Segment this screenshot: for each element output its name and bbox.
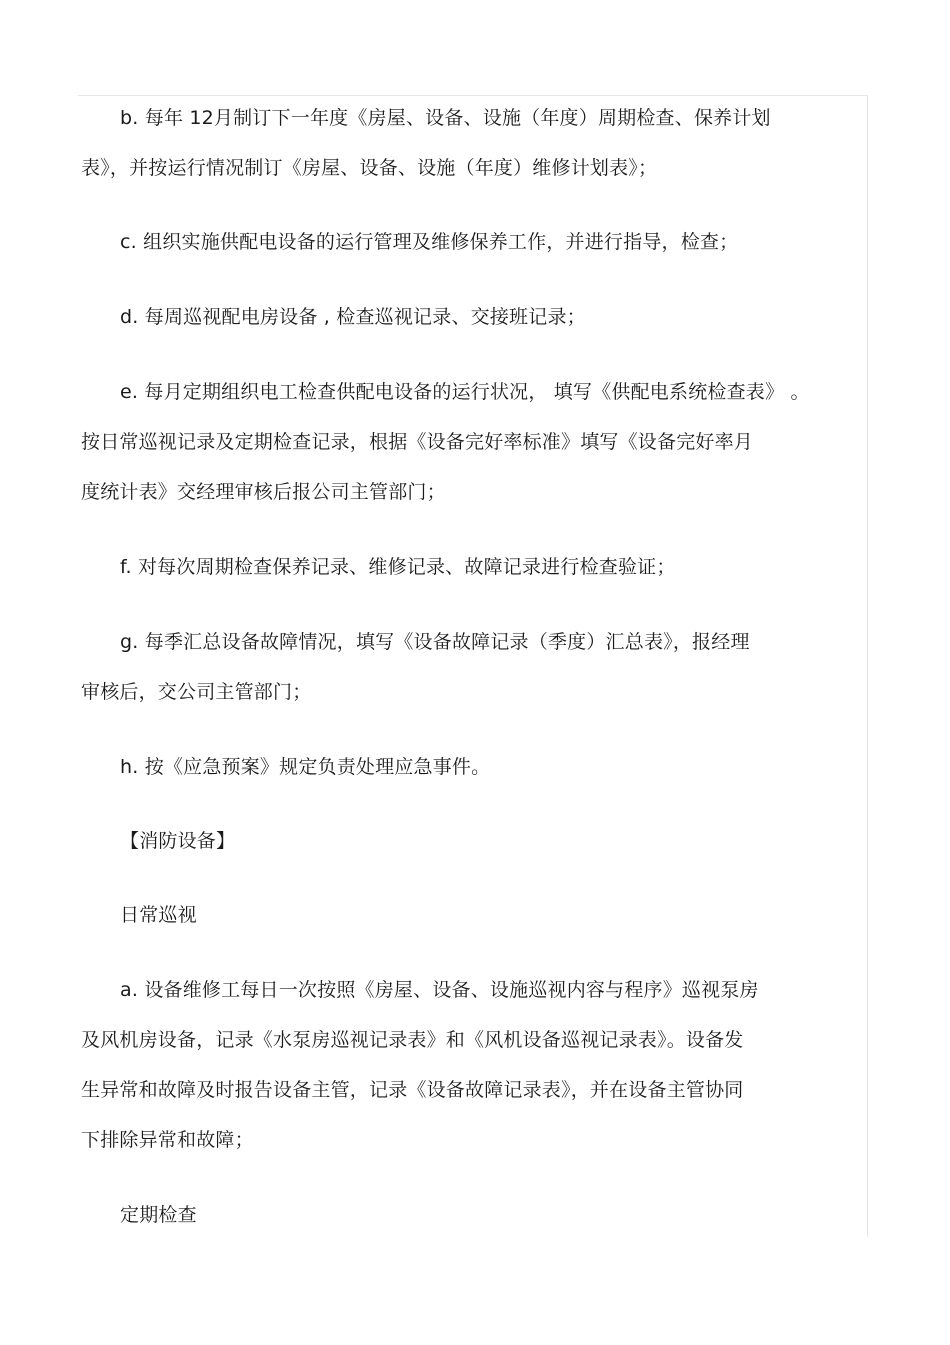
page-frame xyxy=(78,95,868,1237)
paragraph-e-line-2: 按日常巡视记录及定期检查记录，根据《设备完好率标准》填写《设备完好率月 xyxy=(81,431,754,453)
subheading-periodic-check: 定期检查 xyxy=(120,1204,197,1226)
paragraph-h: h. 按《应急预案》规定负责处理应急事件。 xyxy=(120,756,491,778)
paragraph-a-line-3: 生异常和故障及时报告设备主管，记录《设备故障记录表》，并在设备主管协同 xyxy=(81,1079,744,1101)
paragraph-g-line-1: g. 每季汇总设备故障情况，填写《设备故障记录（季度）汇总表》，报经理 xyxy=(120,631,750,653)
paragraph-a-line-2: 及风机房设备，记录《水泵房巡视记录表》和《风机设备巡视记录表》。设备发 xyxy=(81,1029,744,1051)
paragraph-g-line-2: 审核后，交公司主管部门； xyxy=(81,681,312,703)
paragraph-e-line-1: e. 每月定期组织电工检查供配电设备的运行状况， 填写《供配电系统检查表》 。 xyxy=(120,381,810,403)
paragraph-d: d. 每周巡视配电房设备 , 检查巡视记录、交接班记录； xyxy=(120,306,586,328)
paragraph-b-line-1: b. 每年 12月制订下一年度《房屋、设备、设施（年度）周期检查、保养计划 xyxy=(120,107,771,129)
section-heading-fire-equipment: 【消防设备】 xyxy=(120,830,236,852)
paragraph-a-line-4: 下排除异常和故障； xyxy=(81,1129,254,1151)
paragraph-b-line-2: 表》，并按运行情况制订《房屋、设备、设施（年度）维修计划表》； xyxy=(81,157,658,179)
paragraph-e-line-3: 度统计表》交经理审核后报公司主管部门； xyxy=(81,481,446,503)
paragraph-c: c. 组织实施供配电设备的运行管理及维修保养工作，并进行指导，检查； xyxy=(120,231,739,253)
paragraph-f: f. 对每次周期检查保养记录、维修记录、故障记录进行检查验证； xyxy=(120,556,676,578)
paragraph-a-line-1: a. 设备维修工每日一次按照《房屋、设备、设施巡视内容与程序》巡视泵房 xyxy=(120,979,759,1001)
subheading-daily-inspection: 日常巡视 xyxy=(120,904,197,926)
